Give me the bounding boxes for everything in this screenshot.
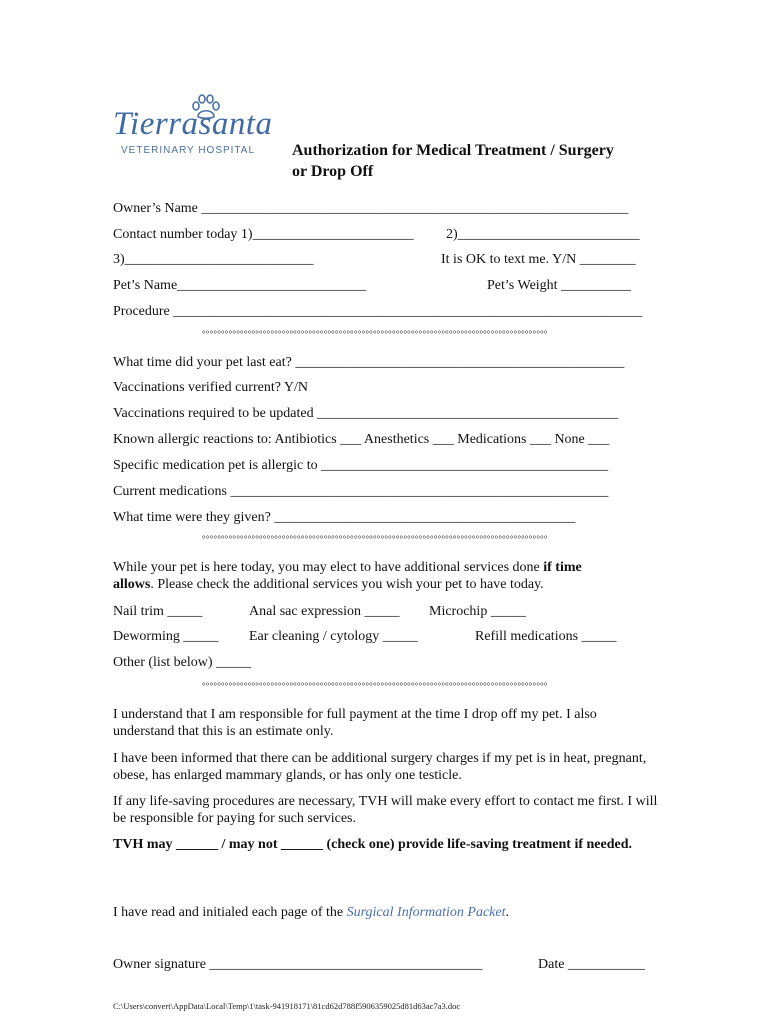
pet-name-field[interactable]: Pet’s Name___________________________ xyxy=(113,278,367,293)
ear-cleaning-option[interactable]: Ear cleaning / cytology _____ xyxy=(249,629,418,644)
nail-trim-option[interactable]: Nail trim _____ xyxy=(113,604,203,619)
allergic-reactions-field[interactable]: Known allergic reactions to: Antibiotics ___ Anesthetics ___ Medications ___ None ___ xyxy=(113,432,610,447)
life-saving-notice: If any life-saving procedures are necessary, TVH will make every effort to contact me first. I will be responsible for paying for such services. xyxy=(113,794,658,826)
packet-suffix: . xyxy=(505,905,510,920)
services-intro-text: While your pet is here today, you may elect to have additional services done xyxy=(113,560,544,575)
contact-number-3-field[interactable]: 3)___________________________ xyxy=(113,252,314,267)
services-intro-bold: if time xyxy=(543,560,582,575)
divider-dots: °°°°°°°°°°°°°°°°°°°°°°°°°°°°°°°°°°°°°°°°°°°°°°°°°°°°°°°°°°°°°°°°°°°°°°°°°°°°°°°°°°°°°°°°°°° xyxy=(202,329,548,339)
page-title-line-1: Authorization for Medical Treatment / Surgery xyxy=(292,142,614,159)
text-ok-field[interactable]: It is OK to text me. Y/N ________ xyxy=(441,252,636,267)
surgical-packet-link[interactable]: Surgical Information Packet xyxy=(346,905,506,920)
owner-signature-field[interactable]: Owner signature _______________________________________ xyxy=(113,957,483,972)
anal-sac-option[interactable]: Anal sac expression _____ xyxy=(249,604,400,619)
packet-acknowledgement xyxy=(113,904,509,921)
divider-dots: °°°°°°°°°°°°°°°°°°°°°°°°°°°°°°°°°°°°°°°°°°°°°°°°°°°°°°°°°°°°°°°°°°°°°°°°°°°°°°°°°°°°°°°°°°° xyxy=(202,681,548,691)
time-given-field[interactable]: What time were they given? ___________________________________________ xyxy=(113,510,576,525)
specific-medication-field[interactable]: Specific medication pet is allergic to _________________________________________ xyxy=(113,458,609,473)
logo-subtitle: VETERINARY HOSPITAL xyxy=(121,145,256,156)
services-intro-text-2: . Please check the additional services you wish your pet to have today. xyxy=(150,577,544,592)
contact-number-2-field[interactable]: 2)__________________________ xyxy=(446,227,640,242)
current-medications-field[interactable]: Current medications ______________________________________________________ xyxy=(113,484,609,499)
vaccinations-verified-field[interactable]: Vaccinations verified current? Y/N xyxy=(113,380,309,395)
procedure-field[interactable]: Procedure ___________________________________________________________________ xyxy=(113,304,643,319)
surgery-charges-notice: I have been informed that there can be additional surgery charges if my pet is in heat, pregnant, obese, has enlarged mammary glands, or has only one testicle. xyxy=(113,751,647,783)
services-intro xyxy=(113,559,658,593)
services-intro-bold-2: allows xyxy=(113,577,151,592)
pet-weight-field[interactable]: Pet’s Weight __________ xyxy=(487,278,632,293)
page-title-line-2: or Drop Off xyxy=(292,163,374,180)
microchip-option[interactable]: Microchip _____ xyxy=(429,604,526,619)
payment-agreement: I understand that I am responsible for full payment at the time I drop off my pet. I also understand that this is an estimate only. xyxy=(113,707,597,739)
other-option[interactable]: Other (list below) _____ xyxy=(113,655,252,670)
contact-number-1-field[interactable]: Contact number today 1)_______________________ xyxy=(113,227,414,242)
divider-dots: °°°°°°°°°°°°°°°°°°°°°°°°°°°°°°°°°°°°°°°°°°°°°°°°°°°°°°°°°°°°°°°°°°°°°°°°°°°°°°°°°°°°°°°°°°° xyxy=(202,534,548,544)
packet-prefix: I have read and initialed each page of the xyxy=(113,905,347,920)
hospital-logo xyxy=(113,92,283,162)
deworming-option[interactable]: Deworming _____ xyxy=(113,629,219,644)
date-field[interactable]: Date ___________ xyxy=(538,957,645,972)
vaccinations-required-field[interactable]: Vaccinations required to be updated ___________________________________________ xyxy=(113,406,619,421)
last-eat-field[interactable]: What time did your pet last eat? _______________________________________________ xyxy=(113,355,625,370)
refill-medications-option[interactable]: Refill medications _____ xyxy=(475,629,617,644)
logo-wordmark: Tierrasanta xyxy=(113,106,273,142)
file-path-footer: C:\Users\convert\AppData\Local\Temp\1\task-941918171\81cd62d788f5906359025d81d63ac7a3.doc xyxy=(113,1001,461,1011)
tvh-may-consent[interactable]: TVH may ______ / may not ______ (check one) provide life-saving treatment if needed. xyxy=(113,837,632,852)
owner-name-field[interactable]: Owner’s Name _____________________________________________________________ xyxy=(113,201,629,216)
